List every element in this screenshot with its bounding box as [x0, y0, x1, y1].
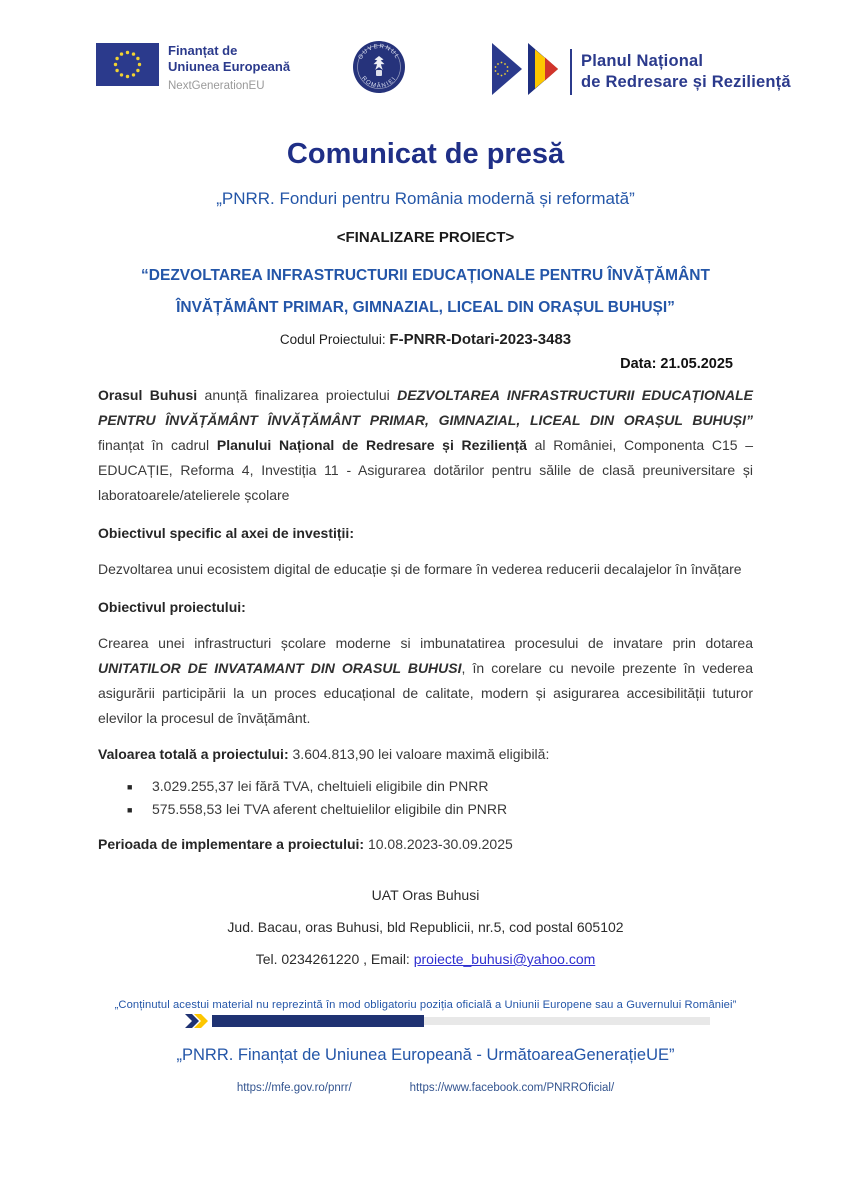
- pnrr-logo-text: [581, 51, 791, 92]
- total-value-amount: 3.604.813,90 lei valoare maximă eligibilă:: [288, 746, 550, 762]
- date-line: Data: 21.05.2025: [620, 356, 733, 372]
- svg-text:GUVERNUL: GUVERNUL: [357, 43, 401, 61]
- eu-flag-icon: [96, 43, 159, 91]
- pnrr-logo-line2: de Redresare și Reziliență: [581, 72, 791, 91]
- mfe-link[interactable]: https://mfe.gov.ro/pnrr/: [236, 1082, 352, 1094]
- pnrr-logo-divider: [570, 49, 572, 95]
- implementation-period-dates: 10.08.2023-30.09.2025: [364, 836, 513, 852]
- eligible-costs-list: [98, 775, 753, 821]
- footer-links: [98, 1082, 753, 1094]
- heading-specific-objective: Obiectivul specific al axei de investiții:: [98, 525, 354, 541]
- doc-subtitle: „PNRR. Fonduri pentru România modernă și reformată”: [216, 189, 635, 208]
- eu-funding-text: [168, 43, 290, 93]
- p1-run2: anunță finalizarea proiectului: [197, 387, 398, 403]
- footer-disclaimer: „Conținutul acestui material nu reprezintă în mod obligatoriu poziția oficială a Uniunii Europene sau a Guvernului României”: [114, 999, 737, 1011]
- paragraph-specific-objective: Dezvoltarea unui ecosistem digital de educație și de formare în vederea reducerii decalajelor în învățare: [98, 561, 742, 577]
- footer-pnrr-slogan: „PNRR. Finanțat de Uniunea Europeană - UrmătoareaGenerațieUE”: [176, 1046, 675, 1064]
- eu-funded-line2: Uniunea Europeană: [168, 59, 291, 75]
- svg-text:ROMÂNIEI: ROMÂNIEI: [360, 75, 398, 90]
- pnrr-chevron-icon: [185, 1014, 212, 1028]
- project-stage-label: <FINALIZARE PROIECT>: [336, 229, 515, 246]
- objective-run1: Crearea unei infrastructuri școlare moderne si imbunatatirea procesului de invatare prin dotarea: [98, 635, 753, 651]
- eu-funding-logo: [96, 43, 290, 93]
- project-title-line1: “DEZVOLTAREA INFRASTRUCTURII EDUCAȚIONALE PENTRU ÎNVĂȚĂMÂNT: [141, 267, 710, 284]
- project-code-value: F-PNRR-Dotari-2023-3483: [389, 331, 572, 348]
- romanian-government-seal-icon: [352, 40, 406, 99]
- project-code-label: Codul Proiectului:: [279, 332, 390, 347]
- contact-phone: Tel. 0234261220 , Email:: [255, 951, 414, 967]
- contact-email-link[interactable]: proiecte_buhusi@yahoo.com: [413, 951, 596, 967]
- contact-organization: UAT Oras Buhusi: [371, 887, 480, 903]
- logo-header: [0, 0, 851, 112]
- heading-project-objective: Obiectivul proiectului:: [98, 599, 246, 615]
- p1-project-name: DEZVOLTAREA INFRASTRUCTURII EDUCAȚIONALE PENTRU ÎNVĂȚĂMÂNT ÎNVĂȚĂMÂNT PRIMAR, GIMNAZIAL, LICEAL DIN ORAȘUL BUHUȘI”: [98, 387, 753, 428]
- beneficiary-name: Orasul Buhusi: [98, 387, 198, 403]
- objective-run3: , în corelare cu nevoile prezente în vederea asigurării participării la un proces educațional de calitate, modern și asigurarea accesibilității tuturor elevilor la procesul de învățământ.: [98, 660, 753, 726]
- contact-address: Jud. Bacau, oras Buhusi, bld Republicii, nr.5, cod postal 605102: [227, 919, 624, 935]
- eu-funded-line1: Finanțat de: [168, 43, 238, 58]
- footer-bar-gray: [424, 1017, 710, 1025]
- list-item-cost-vat: ■ 575.558,53 lei TVA aferent cheltuielilor eligibile din PNRR: [127, 798, 753, 821]
- project-code-line: [98, 331, 753, 348]
- facebook-pnrr-link[interactable]: https://www.facebook.com/PNRROficial/: [409, 1082, 615, 1094]
- footer-decorative-bar: [185, 1014, 753, 1028]
- p1-run4: finanțat în cadrul: [98, 437, 217, 453]
- project-title-line2: ÎNVĂȚĂMÂNT PRIMAR, GIMNAZIAL, LICEAL DIN ORAȘUL BUHUȘI”: [176, 299, 675, 316]
- paragraph-project-objective: [98, 631, 753, 731]
- contact-tel-email-line: [98, 951, 753, 967]
- pnrr-logo-icon: [492, 42, 562, 101]
- nextgeneration-label: NextGenerationEU: [168, 79, 265, 92]
- implementation-period-line: [98, 832, 753, 857]
- list-item-cost-no-vat: ■ 3.029.255,37 lei fără TVA, cheltuieli eligibile din PNRR: [127, 775, 753, 798]
- pnrr-logo-line1: Planul Național: [581, 51, 704, 70]
- p1-pnrr-name: Planului Național de Redresare și Reziliență: [216, 437, 527, 453]
- total-value-label: Valoarea totală a proiectului:: [98, 746, 289, 762]
- pnrr-logo: [492, 42, 791, 101]
- objective-schools-name: UNITATILOR DE INVATAMANT DIN ORASUL BUHUSI: [98, 660, 462, 676]
- document-content: [0, 138, 851, 1094]
- paragraph-announcement: [98, 383, 753, 508]
- page-title: Comunicat de presă: [286, 138, 565, 170]
- implementation-period-label: Perioada de implementare a proiectului:: [98, 836, 365, 852]
- footer-bar-blue: [212, 1015, 424, 1027]
- total-value-line: [98, 742, 753, 767]
- project-title: [98, 260, 753, 324]
- p1-run6: al României, Componenta C15 – EDUCAȚIE, Reforma 4, Investiția 11 - Asigurarea dotărilor pentru sălile de clasă preuniversitare și laboratoarele/atelierele școlare: [98, 437, 754, 503]
